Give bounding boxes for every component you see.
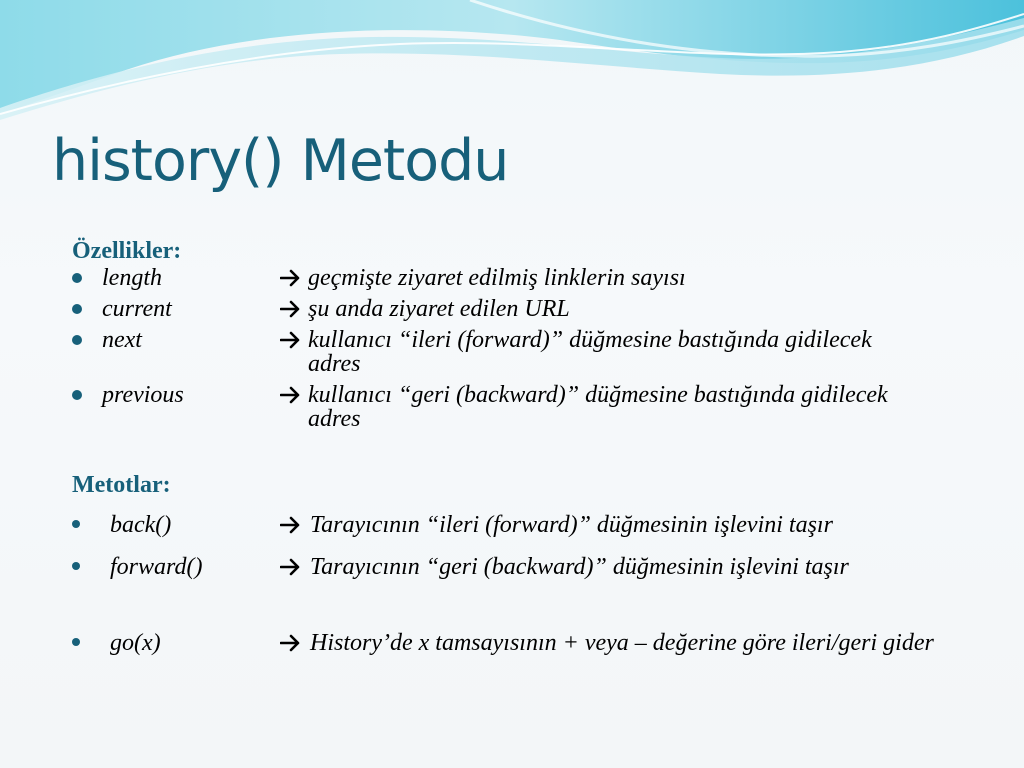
slide-title: history() Metodu <box>52 128 509 194</box>
bullet-icon <box>72 304 82 314</box>
property-description: kullanıcı “geri (backward)” düğmesine bastığında gidilecek adres <box>308 382 888 432</box>
method-name: forward() <box>110 554 203 580</box>
arrow-right-icon <box>280 557 302 577</box>
header-wave-decoration <box>0 0 1024 130</box>
method-description: History’de x tamsayısının + veya – değerine göre ileri/geri gider <box>310 630 934 656</box>
method-name: back() <box>110 512 172 538</box>
bullet-icon <box>72 562 80 570</box>
bullet-icon <box>72 520 80 528</box>
property-name: previous <box>102 382 184 408</box>
property-name: length <box>102 265 162 291</box>
arrow-right-icon <box>280 268 302 288</box>
property-item-current <box>72 297 992 328</box>
property-name: next <box>102 327 142 353</box>
property-description: şu anda ziyaret edilen URL <box>308 296 570 322</box>
arrow-right-icon <box>280 299 302 319</box>
method-description: Tarayıcının “geri (backward)” düğmesinin işlevini taşır <box>310 554 849 580</box>
arrow-right-icon <box>280 633 302 653</box>
methods-heading: Metotlar: <box>72 472 171 498</box>
arrow-right-icon <box>280 515 302 535</box>
arrow-right-icon <box>280 330 302 350</box>
bullet-icon <box>72 273 82 283</box>
method-item-go <box>72 626 992 698</box>
property-item-previous <box>72 383 992 438</box>
property-name: current <box>102 296 172 322</box>
property-item-next <box>72 328 992 383</box>
bullet-icon <box>72 335 82 345</box>
slide-content <box>72 236 992 698</box>
bullet-icon <box>72 390 82 400</box>
arrow-right-icon <box>280 385 302 405</box>
method-item-forward <box>72 550 992 626</box>
bullet-icon <box>72 638 80 646</box>
method-item-back <box>72 508 992 550</box>
method-name: go(x) <box>110 630 161 656</box>
method-description: Tarayıcının “ileri (forward)” düğmesinin işlevini taşır <box>310 512 833 538</box>
properties-heading: Özellikler: <box>72 238 182 264</box>
property-description: kullanıcı “ileri (forward)” düğmesine bastığında gidilecek adres <box>308 327 872 377</box>
property-item-length <box>72 266 992 297</box>
property-description: geçmişte ziyaret edilmiş linklerin sayısı <box>308 265 686 291</box>
